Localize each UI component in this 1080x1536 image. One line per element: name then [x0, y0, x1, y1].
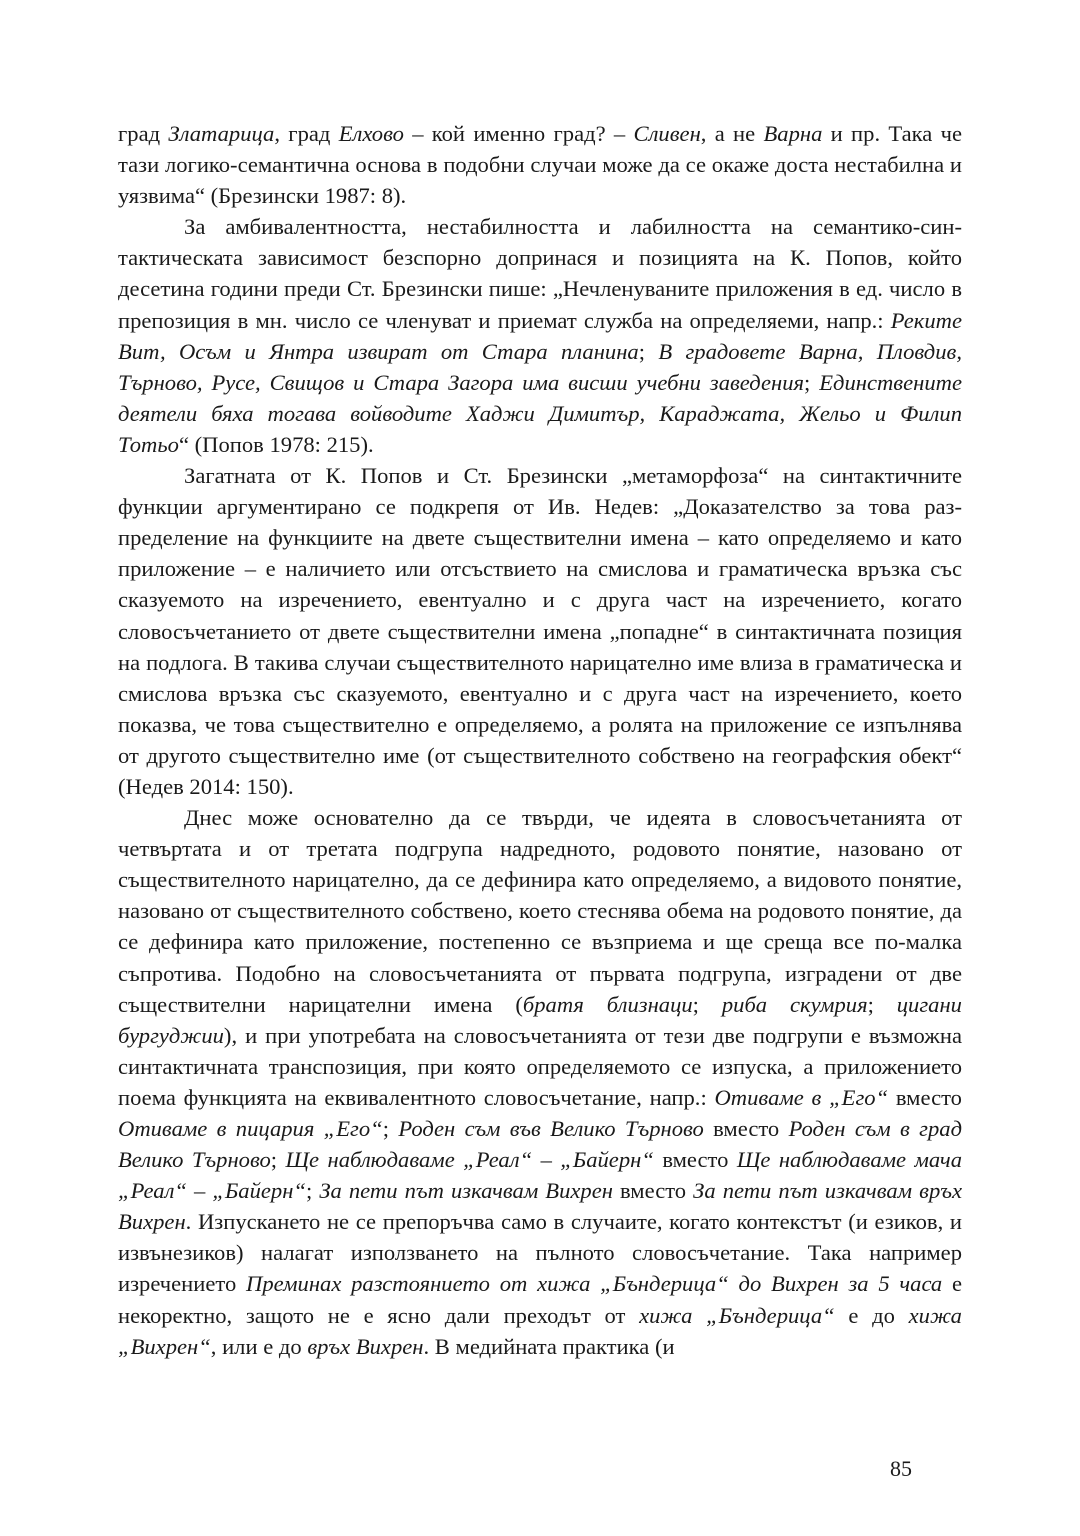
- italic-example: Преминах разстоянието от хижа „Бъндерица“ до Вихрен за 5 часа: [246, 1271, 943, 1297]
- text-run: – кой именно град? –: [403, 121, 634, 146]
- text-run: . Изпускането не се препоръчва само в случаите, когато контекстът (и езиков, и извънезиков) налагат използването на пълното словосъчетание. Така например изречението: [118, 1209, 962, 1297]
- text-run: За амбивалентността, нестабилността и лабилността на семантико-синтактическата зависимост безспорно допринася и позицията на К. Попов, който десетина години преди Ст. Брезински пише: „Нечленуваните приложения в ед. число в препозиция в мн. число се членуват и приемат служба на определяеми, напр.:: [118, 214, 962, 333]
- text-run: ;: [306, 1178, 320, 1204]
- text-run: и пр. Така че тази логико-семантична основа в подобни случаи може да се окаже доста нестабилна и уязвима“ (Брезински 1987: 8).: [118, 121, 962, 209]
- paragraph-2: [118, 211, 962, 460]
- text-run: ;: [692, 991, 722, 1017]
- italic-example: Отиваме в „Его“: [714, 1084, 889, 1110]
- italic-example: За пети път изкачвам Вихрен: [319, 1178, 613, 1204]
- text-run: . В медийната практика (и: [423, 1333, 675, 1359]
- italic-example: хижа „Вихрен“: [118, 1302, 962, 1359]
- text-run: град: [118, 121, 169, 146]
- italic-example: Елхово: [338, 121, 404, 146]
- body-text: [118, 118, 962, 1362]
- text-run: е некоректно, защото не е ясно дали преходът от: [118, 1271, 962, 1328]
- paragraph-3: [118, 460, 962, 802]
- text-run: , или е до: [210, 1333, 308, 1359]
- text-run: ;: [382, 1116, 399, 1141]
- text-run: вместо: [703, 1116, 789, 1141]
- text-run: ;: [638, 338, 659, 364]
- italic-example: В градовете Варна, Пловдив, Търново, Русе, Свищов и Стара Загора има висши учебни заведения: [118, 338, 962, 395]
- italic-example: Единствените деятели бяха тогава войводите Хаджи Димитър, Караджата, Жельо и Филип Тотьо: [118, 369, 962, 457]
- text-run: , а не: [700, 121, 764, 146]
- italic-example: цигани бургуджии: [118, 991, 962, 1048]
- italic-example: Ще наблюдаваме мача „Реал“ – „Байерн“: [118, 1147, 962, 1204]
- italic-example: Роден съм в град Велико Търново: [118, 1116, 962, 1173]
- italic-example: Варна: [763, 121, 823, 146]
- text-run: вместо: [653, 1147, 737, 1173]
- text-run: ), и при употребата на словосъчетанията от тези две подгрупи е възможна синтактичната транспозиция, при която определяемото се изпуска, а приложението поема функцията на еквивалентното словосъчетание, напр.:: [118, 1022, 962, 1110]
- text-run: Загатната от К. Попов и Ст. Брезински „метаморфоза“ на синтактичните функции аргументирано се подкрепя от Ив. Недев: „Доказателство за това разпределение на функциите на двете съществителни имена – като определяемо и като приложение – е наличието или отсъствието на смислова и граматическа връзка със сказуемото на изречението, евентуално и с друга част на изречението, когато словосъчетанието от двете съществителни имена „попадне“ в синтактичната позиция на подлога. В такива случаи съществителното нарицателно име влиза в граматическа и смислова връзка със сказуемото, евентуално и с друга част на изречението, което показва, че това съществително е определяемо, а ролята на приложение се изпълнява от другото съществително име (от съществителното собствено на географския обект“ (Недев 2014: 150).: [118, 463, 962, 799]
- italic-example: Сливен: [633, 121, 701, 146]
- italic-example: Ще наблюдаваме „Реал“ – „Байерн“: [285, 1147, 654, 1173]
- text-run: “ (Попов 1978: 215).: [178, 431, 374, 457]
- text-run: вместо: [612, 1178, 694, 1204]
- italic-example: За пети път изкачвам връх Вихрен: [118, 1178, 962, 1235]
- italic-example: хижа „Бъндерица“: [639, 1302, 835, 1328]
- italic-example: Роден съм във Велико Търново: [398, 1116, 704, 1141]
- paragraph-1: [118, 118, 962, 211]
- text-run: ;: [867, 991, 897, 1017]
- text-run: ;: [270, 1147, 286, 1173]
- italic-example: риба скумрия: [721, 991, 868, 1017]
- paragraph-4: [118, 802, 962, 1362]
- italic-example: връх Вихрен: [307, 1333, 424, 1359]
- page-number: 85: [890, 1456, 912, 1481]
- italic-example: Златарица: [168, 121, 275, 146]
- text-run: вместо: [888, 1084, 962, 1110]
- italic-example: Отиваме в пицария „Его“: [118, 1116, 383, 1141]
- text-run: ;: [804, 369, 820, 395]
- text-run: е до: [834, 1302, 909, 1328]
- italic-example: Реките Вит, Осъм и Янтра извират от Стара планина: [118, 307, 962, 364]
- italic-example: братя близнаци: [522, 991, 693, 1017]
- text-run: Днес може основателно да се твърди, че идеята в словосъчетанията от четвъртата и от третата подгрупа надредното, родовото понятие, назовано от съществителното нарицателно, да се дефинира като определяемо, а видовото понятие, назовано от съществителното собствено, което стеснява обема на родовото понятие, да се дефинира като приложение, постепенно се възприема и ще среща все по-малка съпротива. Подобно на словосъчетанията от първата подгрупа, изградени от две съществителни нарицателни имена (: [118, 805, 962, 1017]
- text-run: , град: [274, 121, 339, 146]
